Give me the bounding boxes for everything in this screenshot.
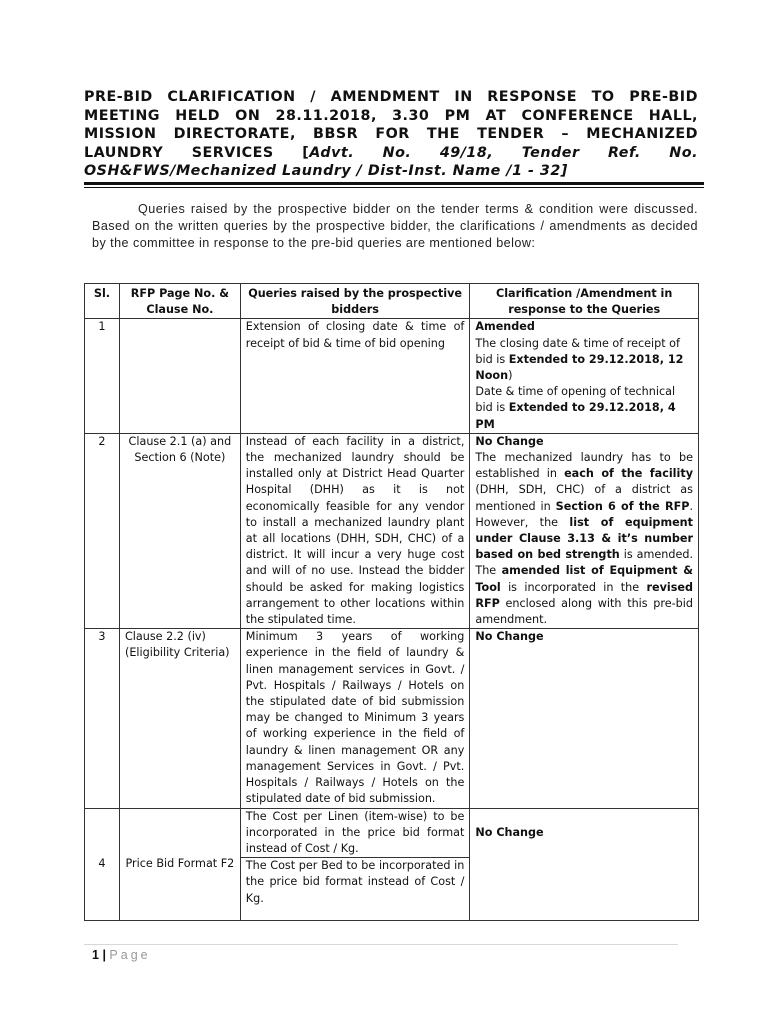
title-line-3: MISSION DIRECTORATE, BBSR FOR THE TENDER – MECHANIZED [84, 126, 698, 142]
page-footer [92, 948, 151, 962]
row-clause: Clause 2.1 (a) and Section 6 (Note) [119, 433, 240, 628]
page-separator: | [102, 948, 106, 962]
footer-divider [84, 944, 678, 945]
document-title [84, 88, 698, 181]
row-query: Minimum 3 years of working experience in the field of laundry & linen management services in Govt. / Pvt. Hospitals / Railways / Hotels on the stipulated date of bid submission may be changed to Minimum 3 years of working experience in the field of laundry & linen management OR any management Services in Govt. / Pvt. Hospitals / Railways / Hotels on the stipulated date of bid submission. [240, 629, 470, 808]
intro-paragraph: Queries raised by the prospective bidder on the tender terms & condition were discussed. Based on the written queries by the prospective bidder, the clarifications / amendments as decided by the committee in response to the pre-bid queries are mentioned below: [92, 202, 698, 250]
row-query: Extension of closing date & time of receipt of bid & time of bid opening [240, 319, 470, 433]
header-query: Queries raised by the prospective bidders [240, 284, 470, 319]
row-clause: Clause 2.2 (iv) (Eligibility Criteria) [119, 629, 240, 808]
title-line-5: OSH&FWS/Mechanized Laundry / Dist-Inst. Name /1 - 32] [84, 163, 568, 179]
row-sl: 4 [85, 808, 120, 920]
table-row [85, 808, 699, 920]
title-line-4: LAUNDRY SERVICES [Advt. No. 49/18, Tender Ref. No. [84, 144, 698, 161]
row-sl: 3 [85, 629, 120, 808]
page-label: Page [109, 948, 151, 962]
header-clause: RFP Page No. & Clause No. [119, 284, 240, 319]
title-line-1: PRE-BID CLARIFICATION / AMENDMENT IN RESPONSE TO PRE-BID [84, 89, 698, 105]
row-clarification: No Change [470, 629, 699, 808]
page-number: 1 [92, 948, 99, 962]
queries-table [84, 283, 699, 921]
title-line-2: MEETING HELD ON 28.11.2018, 3.30 PM AT CONFERENCE HALL, [84, 107, 698, 124]
row-sl: 1 [85, 319, 120, 433]
row-sl: 2 [85, 433, 120, 628]
row-query: Instead of each facility in a district, the mechanized laundry should be installed only at District Head Quarter Hospital (DHH) as it is not economically feasible for any vendor to install a mechanized laundry plant at all locations (DHH, SDH, CHC) of a district. It will incur a very huge cost and will of no use. Instead the bidder should be asked for making logistics arrangement to other locations within the stipulated time. [240, 433, 470, 628]
table-row [85, 629, 699, 808]
title-rule-thick [84, 182, 704, 185]
header-clarification: Clarification /Amendment in response to the Queries [470, 284, 699, 319]
row-clause: Price Bid Format F2 [119, 808, 240, 920]
title-rule-thin [84, 187, 704, 188]
query-part-a: The Cost per Linen (item-wise) to be incorporated in the price bid format instead of Cost / Kg. [241, 809, 470, 859]
table-row [85, 433, 699, 628]
row-clause [119, 319, 240, 433]
row-clarification: No Change The mechanized laundry has to be established in each of the facility (DHH, SDH, CHC) of a district as mentioned in Section 6 of the RFP. However, the list of equipment under Clause 3.13 & it’s number based on bed strength is amended. The amended list of Equipment & Tool is incorporated in the revised RFP enclosed along with this pre-bid amendment. [470, 433, 699, 628]
row-clarification: Amended The closing date & time of receipt of bid is Extended to 29.12.2018, 12 Noon) Date & time of opening of technical bid is Extended to 29.12.2018, 4 PM [470, 319, 699, 433]
row-clarification: No Change [470, 808, 699, 920]
table-header-row [85, 284, 699, 319]
query-part-b: The Cost per Bed to be incorporated in the price bid format instead of Cost / Kg. [245, 859, 465, 905]
header-sl: Sl. [85, 284, 120, 319]
row-query [240, 808, 470, 920]
table-row [85, 319, 699, 433]
